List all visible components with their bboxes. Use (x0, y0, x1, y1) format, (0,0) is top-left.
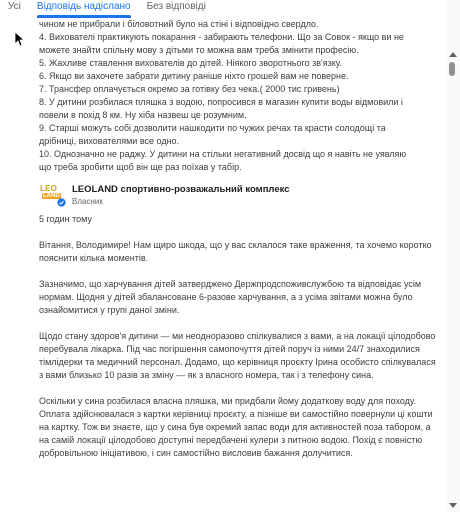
review-line: 7. Трансфер оплачується окремо за готівку без чека.( 2000 тис гривень) (39, 84, 340, 94)
review-line: 9. Старші можуть собі дозволити нашкодити по чужих речах та красти солодощі та (39, 123, 386, 133)
reply-paragraph: Вітання, Володимире! Нам щиро шкода, що у вас склалося таке враження, та хочемо коротко пояснити кілька моментів. (39, 240, 432, 263)
tab-all[interactable]: Усі (8, 1, 21, 12)
owner-reply-header (0, 181, 446, 213)
logo-badge: LAND (43, 193, 60, 199)
scroll-down-arrow-icon[interactable] (449, 503, 457, 508)
tab-unreplied[interactable]: Без відповіді (146, 1, 206, 12)
review-filter-tabs (0, 0, 446, 18)
tab-replied[interactable]: Відповідь надіслано (29, 0, 139, 18)
review-line: дрібниці, вихователями все одно. (39, 136, 180, 146)
review-line: 4. Вихователі практикують покарання - забирають телефони. Що за Совок - якщо ви не (39, 32, 404, 42)
reply-paragraph: Щодо стану здоров'я дитини — ми неодноразово спілкувалися з вами, а на локації цілодобово перебувала лікарка. Під час погіршення самопочуття дітей поруч із ними 24/7 знаходилися тімлідерки та медичний персонал. Додамо, що керівниця проєкту Ірина особисто спілкувалася з вами близько 10 разів за зміну — як з власного номера, так і з телефону сина. (39, 331, 436, 380)
reply-timestamp: 5 годин тому (39, 214, 92, 224)
owner-role-label: Власник (72, 197, 103, 206)
reply-paragraph: Оскільки у сина розбилася власна пляшка, ми придбали йому додаткову воду для походу. Оплата здійснювалася з картки керівниці проєкту, а пізніше ви самостійно повернули ці кошти на картку. Тож ви знаєте, що у сина був окремий запас води для активностей поза табором, а на самій локації цілодобово доступні передбачені кулери з питною водою. Похід є повністю добровільною ініціативою, і син самостійно висловив бажання долучитися. (39, 396, 433, 458)
reply-paragraph: Зазначимо, що харчування дітей затверджено Держпродспоживслужбою та відповідає усім нормам. Щодня у дітей збалансоване 6-разове харчування, а з усіма звітами можна було ознайомитися у групі даної зміни. (39, 279, 422, 315)
review-line: чином не прибрали і біловотний було на стіні і відповідно свердло. (39, 19, 319, 29)
logo-text: LEO (40, 184, 58, 193)
scrollbar-thumb[interactable] (449, 62, 455, 76)
review-line: що треба зробити щоб він ще раз поїхав у табір. (39, 162, 242, 172)
business-name: LEOLAND спортивно-розважальний комплекс (72, 184, 290, 195)
review-line: 6. Якщо ви захочете забрати дитину раніше ніхто грошей вам не поверне. (39, 71, 349, 81)
review-line: 5. Жахливе ставлення вихователів до дітей. Ніякого зворотнього зв'язку. (39, 58, 342, 68)
customer-review-text (0, 18, 446, 174)
scroll-up-arrow-icon[interactable] (449, 52, 457, 57)
owner-reply-text (0, 239, 446, 460)
review-line: можете знайти спільну мову з дітьми то можна вам треба змінити професію. (39, 45, 359, 55)
verified-check-icon (57, 198, 66, 207)
review-line: 10. Однозначно не раджу. У дитини на стільки негативний досвід що я навіть не уявляю (39, 149, 407, 159)
review-line: повели в похід 8 км. Ну хіба назвеш це розумним. (39, 110, 247, 120)
review-thread (0, 18, 446, 512)
review-line: 8. У дитини розбилася пляшка з водою, попросився в магазин купити воды відмовили і (39, 97, 403, 107)
vertical-scrollbar[interactable] (446, 0, 460, 512)
